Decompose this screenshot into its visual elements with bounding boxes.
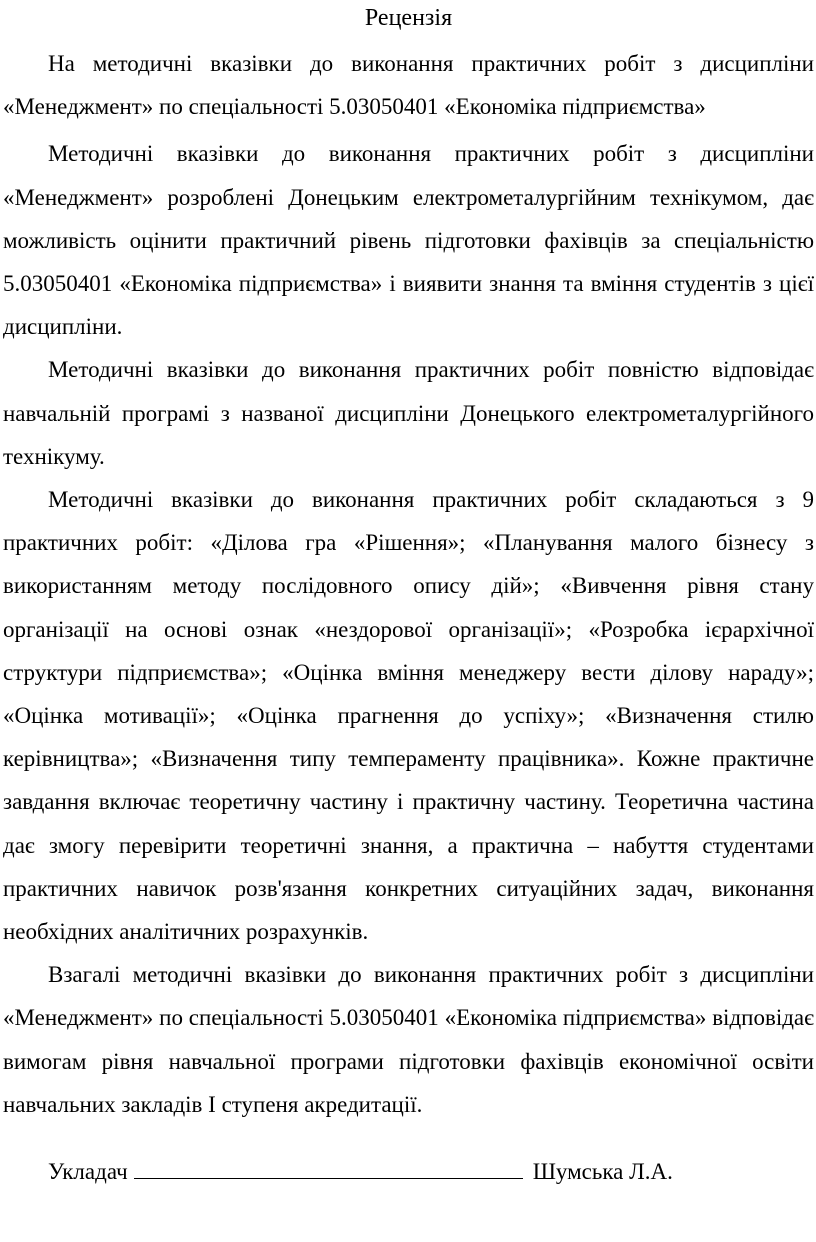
paragraph-program-compliance: Методичні вказівки до виконання практичних робіт повністю відповідає навчальній програмі з названої дисципліни Донецького електрометалургійного технікуму. [3, 357, 814, 469]
signature-label: Укладач [48, 1159, 128, 1184]
document-title: Рецензія [364, 5, 453, 31]
signature-block [48, 1150, 673, 1193]
paragraph-intro: На методичні вказівки до виконання практичних робіт з дисципліни «Менеджмент» по спеціальності 5.03050401 «Економіка підприємства» [3, 51, 814, 120]
signature-line [134, 1153, 523, 1179]
paragraph-conclusion: Взагалі методичні вказівки до виконання практичних робіт з дисципліни «Менеджмент» по спеціальності 5.03050401 «Економіка підприємства» відповідає вимогам рівня навчальної програми підготовки фахівців економічної освіти навчальних закладів І ступеня акредитації. [3, 962, 814, 1117]
signature-name: Шумська Л.А. [532, 1159, 673, 1184]
paragraph-development: Методичні вказівки до виконання практичних робіт з дисципліни «Менеджмент» розроблені Донецьким електрометалургійним технікумом, дає можливість оцінити практичний рівень підготовки фахівців за спеціальністю 5.03050401 «Економіка підприємства» і виявити знання та вміння студентів з цієї дисципліни. [3, 141, 814, 340]
paragraph-practical-works: Методичні вказівки до виконання практичних робіт складаються з 9 практичних робіт: «Ділова гра «Рішення»; «Планування малого бізнесу з використанням методу послідовного опису дій»; «Вивчення рівня стану організації на основі ознак «нездорової організації»; «Розробка ієрархічної структури підприємства»; «Оцінка вміння менеджеру вести ділову нараду»; «Оцінка мотивації»; «Оцінка прагнення до успіху»; «Визначення стилю керівництва»; «Визначення типу темпераменту працівника». Кожне практичне завдання включає теоретичну частину і практичну частину. Теоретична частина дає змогу перевірити теоретичні знання, а практична – набуття студентами практичних навичок розв'язання конкретних ситуаційних задач, виконання необхідних аналітичних розрахунків. [3, 487, 814, 945]
